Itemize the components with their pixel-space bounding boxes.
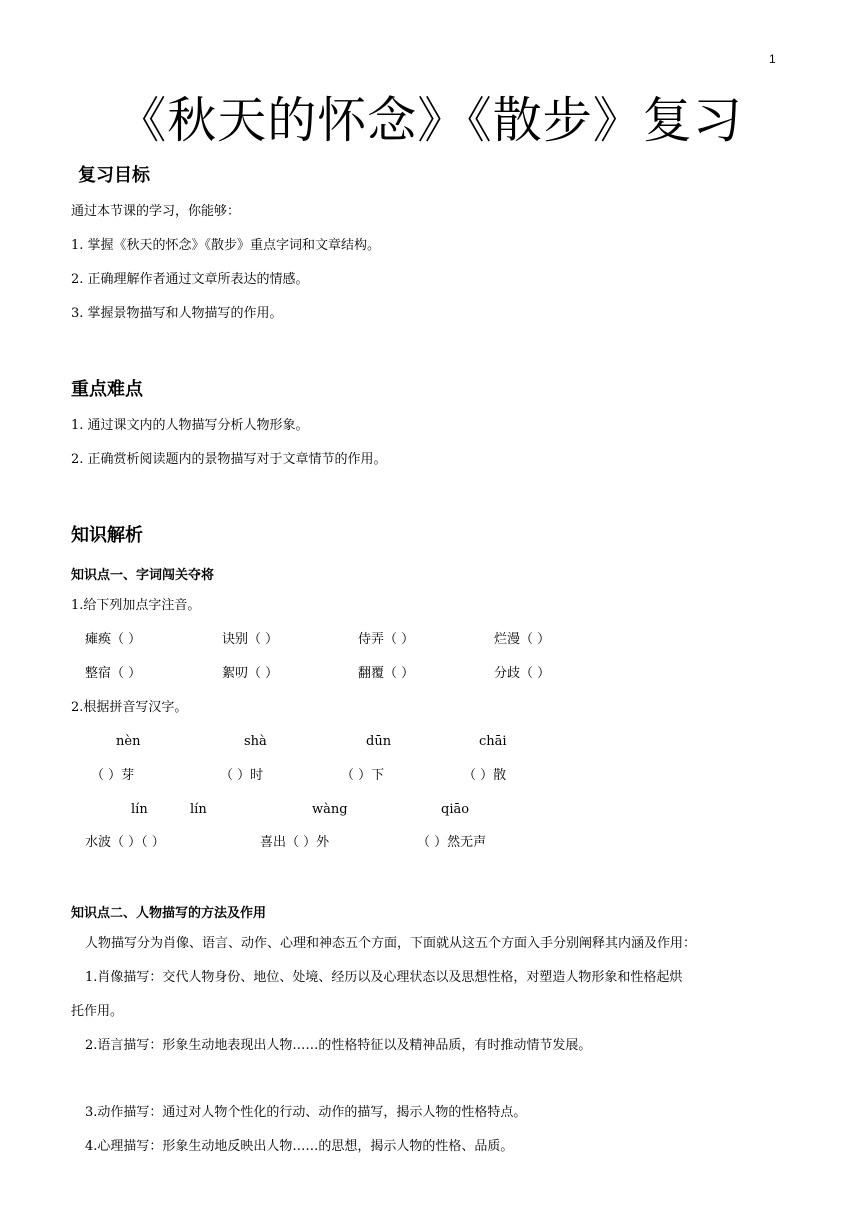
pinyin: shà: [244, 734, 267, 749]
portrait-description-line2: 托作用。: [71, 1004, 124, 1019]
pinyin: nèn: [116, 734, 141, 749]
action-description: 3.动作描写：通过对人物个性化的行动、动作的描写，揭示人物的性格特点。: [85, 1105, 527, 1120]
goals-item-2: 2. 正确理解作者通过文章所表达的情感。: [71, 272, 309, 287]
knowledge-heading: 知识解析: [71, 525, 143, 546]
q1-item: 诀别（ ）: [222, 632, 279, 647]
goals-item-3: 3. 掌握景物描写和人物描写的作用。: [71, 306, 283, 321]
q1-item: 瘫痪（ ）: [85, 632, 142, 647]
goals-item-1: 1. 掌握《秋天的怀念》《散步》重点字词和文章结构。: [71, 238, 381, 253]
pinyin: qiāo: [441, 802, 470, 817]
key-point-item-1: 1. 通过课文内的人物描写分析人物形象。: [71, 418, 309, 433]
pinyin: wàng: [312, 802, 348, 817]
portrait-description-line1: 1.肖像描写：交代人物身份、地位、处境、经历以及心理状态以及思想性格，对塑造人物形象和性格起烘: [85, 970, 683, 985]
q2-prompt: 2.根据拼音写汉字。: [71, 700, 188, 715]
q1-prompt: 1.给下列加点字注音。: [71, 598, 201, 613]
q1-item: 侍弄（ ）: [358, 632, 415, 647]
pinyin: dūn: [366, 734, 392, 749]
goals-heading: 复习目标: [78, 165, 150, 186]
hanzi-blank: （ ）然无声: [417, 835, 487, 850]
key-points-heading: 重点难点: [71, 379, 143, 400]
hanzi-blank: （ ）下: [341, 768, 385, 783]
q1-item: 翻覆（ ）: [358, 666, 415, 681]
q1-item: 分歧（ ）: [494, 666, 551, 681]
hanzi-blank: 喜出（ ）外: [260, 835, 330, 850]
pinyin: chāi: [479, 734, 507, 749]
section2-heading: 知识点二、人物描写的方法及作用: [71, 906, 267, 921]
goals-intro: 通过本节课的学习，你能够：: [71, 204, 241, 219]
q1-item: 烂漫（ ）: [494, 632, 551, 647]
hanzi-blank: （ ）芽: [91, 768, 135, 783]
key-point-item-2: 2. 正确赏析阅读题内的景物描写对于文章情节的作用。: [71, 452, 387, 467]
q1-item: 絮叨（ ）: [222, 666, 279, 681]
hanzi-blank: （ ）散: [463, 768, 507, 783]
q1-item: 整宿（ ）: [85, 666, 142, 681]
page-title: 《秋天的怀念》《散步》复习: [117, 92, 743, 149]
hanzi-blank: 水波（ ）（ ）: [85, 835, 165, 850]
psychology-description: 4.心理描写：形象生动地反映出人物……的思想，揭示人物的性格、品质。: [85, 1139, 514, 1154]
pinyin: lín: [131, 802, 148, 817]
section2-intro: 人物描写分为肖像、语言、动作、心理和神态五个方面，下面就从这五个方面入手分别阐释其内涵及作用：: [85, 936, 697, 951]
page-number: 1: [769, 52, 776, 66]
hanzi-blank: （ ）时: [220, 768, 264, 783]
pinyin: lín: [190, 802, 207, 817]
section1-heading: 知识点一、字词闯关夺将: [71, 568, 215, 583]
language-description: 2.语言描写：形象生动地表现出人物……的性格特征以及精神品质，有时推动情节发展。: [85, 1038, 592, 1053]
